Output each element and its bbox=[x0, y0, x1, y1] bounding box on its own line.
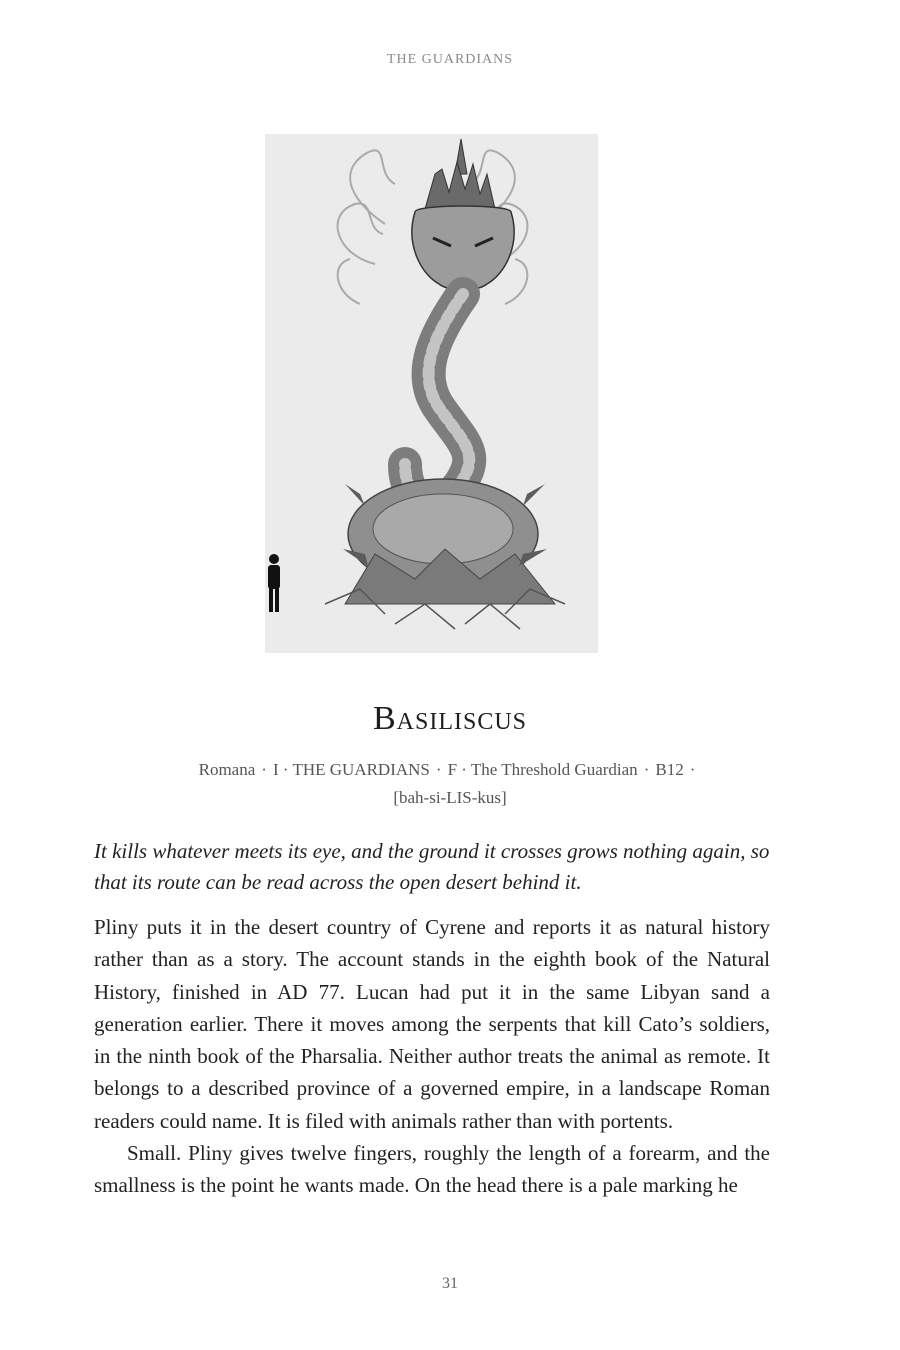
entry-title: Basiliscus bbox=[372, 700, 528, 737]
running-head: THE GUARDIANS bbox=[386, 52, 514, 67]
meta-code: B12 bbox=[655, 760, 684, 779]
page-number: 31 bbox=[442, 1275, 458, 1292]
body-paragraph: Pliny puts it in the desert country of Cyrene and reports it as natural history rather than as a story. The account stands in the eighth book of the Natural History, finished in AD 77. Lucan had put it in the same Libyan sand a generation earlier. There it moves among the serpents that kill Cato’s soldiers, in the ninth book of the Pharsalia. Neither author treats the animal as remote. It belongs to a described province of a governed empire, in a landscape Roman readers could name. It is filed with animals rather than with portents. bbox=[94, 915, 770, 1133]
body-paragraph: Small. Pliny gives twelve fingers, roughly the length of a forearm, and the smallness is the point he wants made. On the head there is a pale marking he bbox=[94, 1141, 770, 1198]
entry-body bbox=[94, 911, 770, 1202]
entry-lede: It kills whatever meets its eye, and the ground it crosses grows nothing again, so that its route can be read across the open desert behind it. bbox=[94, 839, 770, 894]
meta-pronunciation: [bah-si-LIS-kus] bbox=[393, 788, 507, 807]
meta-tradition: Romana bbox=[198, 760, 256, 779]
meta-category: F · The Threshold Guardian bbox=[447, 760, 638, 779]
entry-meta: Romana · I · THE GUARDIANS · F · The Threshold Guardian · B12 · [bah-si-LIS-kus] bbox=[100, 756, 800, 812]
basilisk-illustration bbox=[265, 134, 598, 653]
meta-section: I · THE GUARDIANS bbox=[272, 760, 430, 779]
